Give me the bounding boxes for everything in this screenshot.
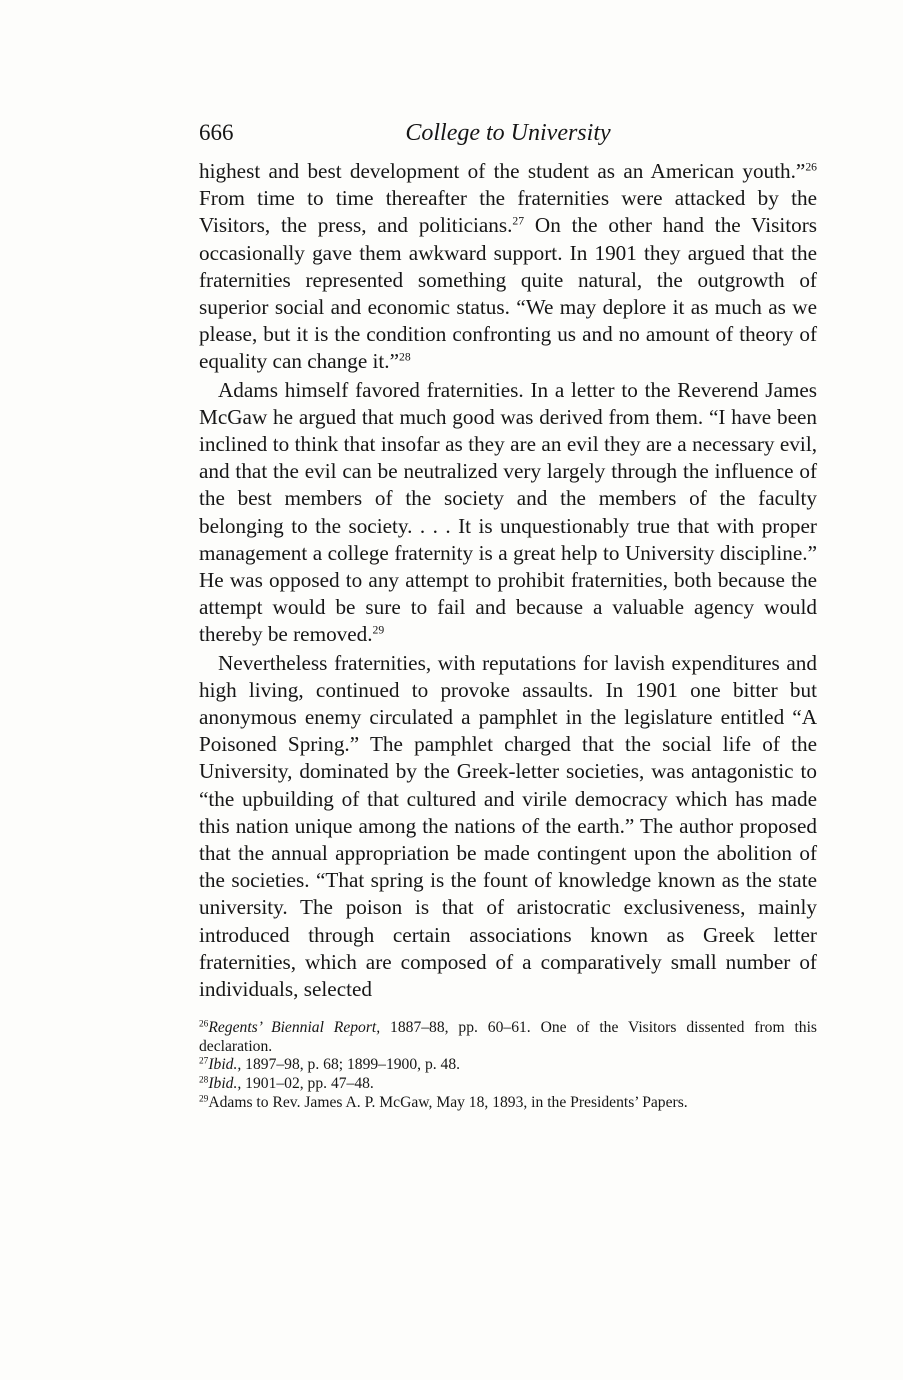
text-run: From time to time thereafter the fraternities were attacked by the Visitors, the press, and politicians. <box>199 186 817 238</box>
footnote-ref: 27 <box>512 214 525 228</box>
footnote-text: Adams to Rev. James A. P. McGaw, May 18, 1893, in the Presidents’ Papers. <box>208 1093 688 1111</box>
paragraph <box>199 158 817 376</box>
footnote-number: 29 <box>199 1094 209 1105</box>
body-text <box>199 158 817 1003</box>
footnote-number: 28 <box>199 1075 209 1086</box>
footnote <box>199 1056 817 1075</box>
footnote-source: Ibid., <box>208 1056 242 1074</box>
footnote-text: 1887–88, pp. 60–61. One of the Visitors dissented from this declaration. <box>199 1019 817 1055</box>
paragraph <box>199 650 817 1004</box>
footnotes <box>199 1019 817 1112</box>
footnote <box>199 1075 817 1094</box>
running-title: College to University <box>405 120 611 146</box>
paragraph <box>199 377 817 649</box>
text-run: Nevertheless fraternities, with reputations for lavish expenditures and high living, continued to provoke assaults. In 1901 one bitter but anonymous enemy circulated a pamphlet in the legislature entitled “A Poisoned Spring.” The pamphlet charged that the social life of the University, dominated by the Greek-letter societies, was antagonistic to “the upbuilding of that cultured and virile democracy which has made this nation unique among the nations of the earth.” The author proposed that the annual appropriation be made contingent upon the abolition of the societies. “That spring is the fount of knowledge known as the state university. The poison is that of aristocratic exclusiveness, mainly introduced through certain associations known as Greek letter fraternities, which are composed of a comparatively small number of individuals, selected <box>199 650 817 1002</box>
footnote-ref: 28 <box>399 350 411 364</box>
footnote-ref: 29 <box>372 623 385 637</box>
footnote-source: Ibid., <box>208 1075 242 1093</box>
footnote-ref: 26 <box>805 160 817 174</box>
footnote-number: 26 <box>199 1019 209 1030</box>
footnote-text: 1897–98, p. 68; 1899–1900, p. 48. <box>241 1056 461 1074</box>
footnote-number: 27 <box>199 1056 209 1067</box>
page-number: 666 <box>199 120 234 145</box>
text-run: Adams himself favored fraternities. In a letter to the Reverend James McGaw he argued that much good was derived from them. “I have been inclined to think that insofar as they are an evil they are a necessary evil, and that the evil can be neutralized very largely through the influence of the best members of the society and the members of the faculty belonging to the society. . . . It is unquestionably true that with proper management a college fraternity is a great help to University discipline.” He was opposed to any attempt to prohibit fraternities, both because the attempt would be sure to fail and because a valuable agency would thereby be removed. <box>199 377 817 647</box>
footnote-text: 1901–02, pp. 47–48. <box>241 1075 374 1093</box>
page-header <box>199 118 817 158</box>
book-page <box>199 118 817 1112</box>
footnote <box>199 1094 817 1113</box>
text-run: On the other hand the Visitors occasionally gave them awkward support. In 1901 they argued that the fraternities represented something quite natural, the outgrowth of superior social and economic status. “We may deplore it as much as we please, but it is the condition confronting us and no amount of theory of equality can change it.” <box>199 213 817 374</box>
footnote <box>199 1019 817 1056</box>
footnote-source: Regents’ Biennial Report, <box>208 1019 381 1037</box>
text-run: highest and best development of the student as an American youth.” <box>199 159 806 183</box>
